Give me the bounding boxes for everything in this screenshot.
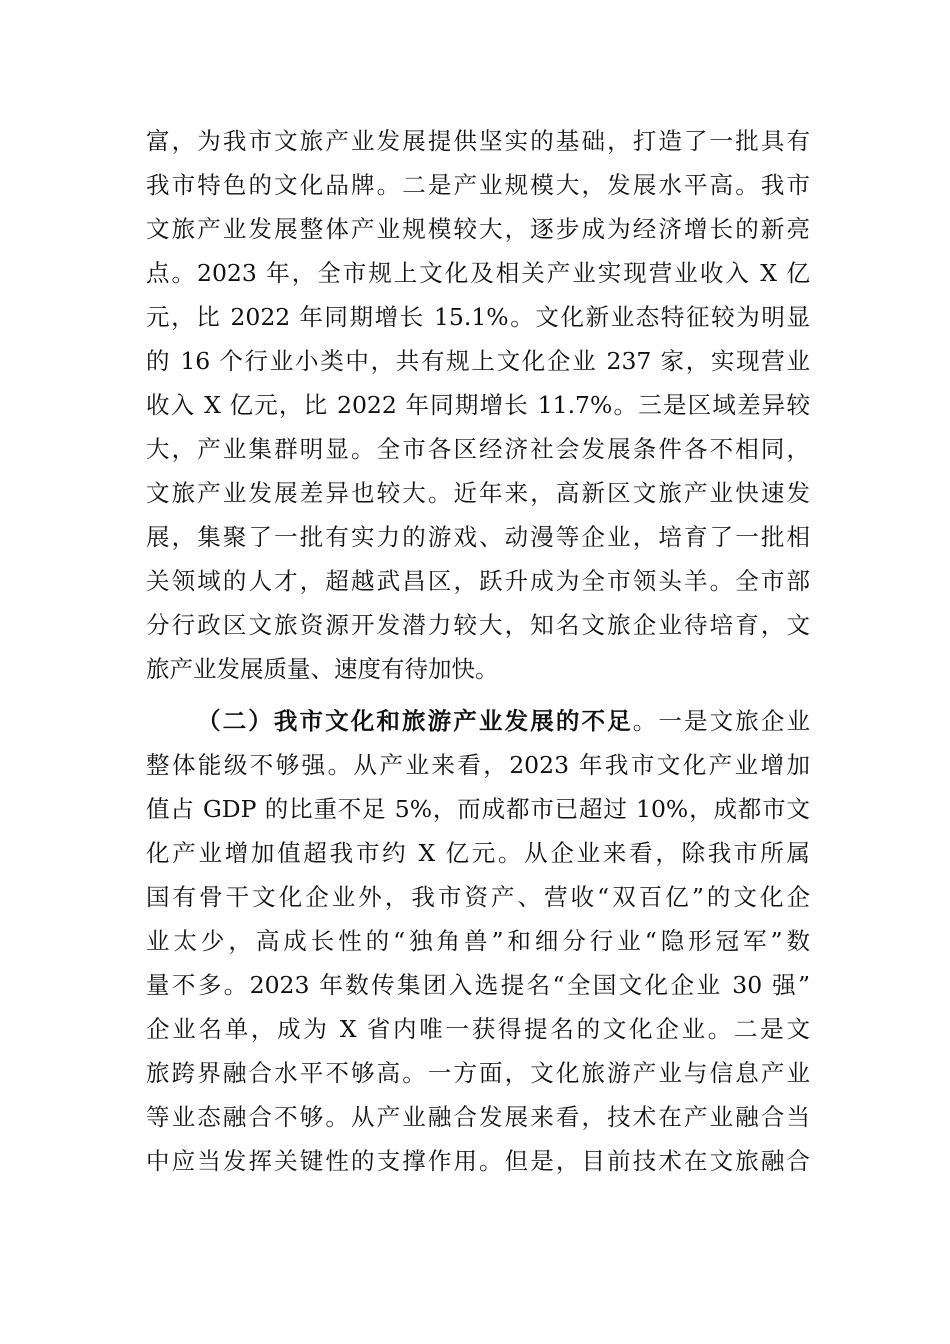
text-line: 等业态融合不够。从产业融合发展来看，技术在产业融合当 (146, 1103, 810, 1131)
text-line: 文旅产业发展差异也较大。近年来，高新区文旅产业快速发 (146, 479, 810, 507)
text-line: 大，产业集群明显。全市各区经济社会发展条件各不相同， (146, 435, 810, 463)
text-line: 旅跨界融合水平不够高。一方面，文化旅游产业与信息产业 (146, 1059, 810, 1087)
text-line: 元，比 2022 年同期增长 15.1%。文化新业态特征较为明显 (146, 303, 810, 331)
section-heading-continuation: 。一是文旅企业 (632, 707, 811, 735)
text-line: 化产业增加值超我市约 X 亿元。从企业来看，除我市所属 (146, 839, 810, 867)
text-line: 量不多。2023 年数传集团入选提名“全国文化企业 30 强” (146, 971, 810, 999)
section-heading: （二）我市文化和旅游产业发展的不足 (197, 707, 633, 735)
text-line: 整体能级不够强。从产业来看，2023 年我市文化产业增加 (146, 751, 810, 779)
text-line: 分行政区文旅资源开发潜力较大，知名文旅企业待培育，文 (146, 611, 810, 639)
text-line: 文旅产业发展整体产业规模较大，逐步成为经济增长的新亮 (146, 215, 810, 243)
text-line: 国有骨干文化企业外，我市资产、营收“双百亿”的文化企 (146, 883, 810, 911)
text-line: 值占 GDP 的比重不足 5%，而成都市已超过 10%，成都市文 (146, 795, 810, 823)
text-line: 展，集聚了一批有实力的游戏、动漫等企业，培育了一批相 (146, 523, 810, 551)
text-line: 我市特色的文化品牌。二是产业规模大，发展水平高。我市 (146, 171, 810, 199)
section-heading-line (197, 706, 810, 736)
text-line: 点。2023 年，全市规上文化及相关产业实现营业收入 X 亿 (146, 259, 810, 287)
text-line: 中应当发挥关键性的支撑作用。但是，目前技术在文旅融合 (146, 1147, 810, 1175)
text-line: 富，为我市文旅产业发展提供坚实的基础，打造了一批具有 (146, 127, 810, 155)
text-line: 业太少，高成长性的“独角兽”和细分行业“隐形冠军”数 (146, 927, 810, 955)
text-line-last: 旅产业发展质量、速度有待加快。 (146, 655, 499, 683)
text-line: 企业名单，成为 X 省内唯一获得提名的文化企业。二是文 (146, 1015, 810, 1043)
text-line: 收入 X 亿元，比 2022 年同期增长 11.7%。三是区域差异较 (146, 391, 810, 419)
text-line: 关领域的人才，超越武昌区，跃升成为全市领头羊。全市部 (146, 567, 810, 595)
text-line: 的 16 个行业小类中，共有规上文化企业 237 家，实现营业 (146, 347, 810, 375)
